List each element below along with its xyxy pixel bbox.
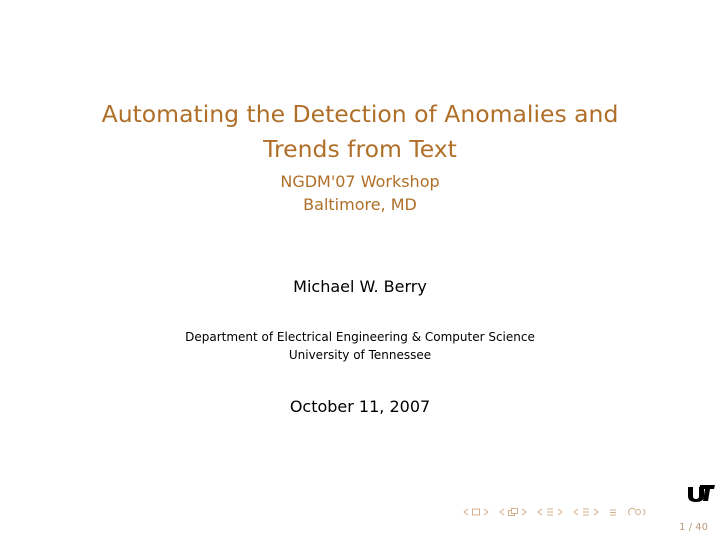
slide-title-line-2: Trends from Text [263,135,457,163]
nav-frame-next-icon[interactable] [482,507,490,517]
affiliation-department: Department of Electrical Engineering & Computer Science [185,330,535,344]
nav-section-next-icon[interactable] [556,507,564,517]
nav-search-icon[interactable] [626,507,648,517]
nav-align-icon[interactable] [608,507,618,517]
nav-part-group[interactable] [572,507,600,517]
nav-subsection-group[interactable] [498,507,528,517]
nav-search-group[interactable] [626,507,648,517]
ut-logo [687,484,715,502]
slide-title-line-1: Automating the Detection of Anomalies and [101,100,619,128]
nav-part-prev-icon[interactable] [572,507,580,517]
title-block [0,97,720,216]
affiliation [0,328,720,364]
nav-subsection-next-icon[interactable] [520,507,528,517]
slide-subtitle-event: NGDM'07 Workshop [280,172,440,191]
page-indicator: 1 / 40 [679,522,708,533]
nav-section-prev-icon[interactable] [536,507,544,517]
beamer-navigation-bar [462,505,654,519]
nav-subsection-prev-icon[interactable] [498,507,506,517]
nav-frame-group[interactable] [462,507,490,517]
slide-subtitle-location: Baltimore, MD [303,195,417,214]
nav-part-next-icon[interactable] [592,507,600,517]
affiliation-university: University of Tennessee [288,348,432,362]
nav-part-icon [581,507,591,517]
presentation-date: October 11, 2007 [289,397,431,416]
nav-section-icon [545,507,555,517]
nav-frame-prev-icon[interactable] [462,507,470,517]
nav-section-group[interactable] [536,507,564,517]
nav-align-group[interactable] [608,507,618,517]
author-name: Michael W. Berry [293,277,427,296]
nav-frame-icon [471,507,481,517]
nav-subsection-icon [507,507,519,517]
